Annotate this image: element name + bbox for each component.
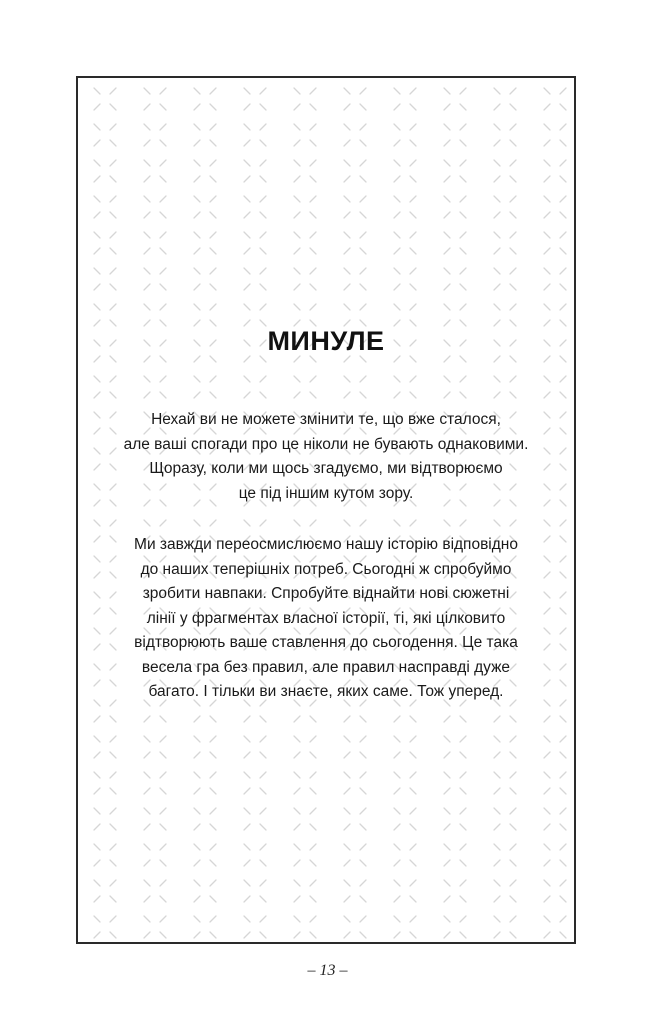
page-title: МИНУЛЕ — [267, 326, 385, 356]
paragraph-line: відтворюють ваше ставлення до сьогодення. Це така — [134, 634, 518, 651]
paragraph-line: лінії у фрагментах власної історії, ті, які цілковито — [146, 609, 506, 627]
paragraph-line: багато. І тільки ви знаєте, яких саме. Тож уперед. — [148, 683, 504, 700]
page-frame — [76, 76, 576, 944]
paragraph-2 — [88, 533, 564, 705]
paragraph-line: зробити навпаки. Спробуйте віднайти нові сюжетні — [142, 585, 510, 602]
page-number: – 13 – — [307, 962, 348, 979]
paragraph-line: весела гра без правил, але правил насправді дуже — [141, 658, 511, 676]
paragraph-line: до наших теперішніх потреб. Сьогодні ж спробуймо — [140, 560, 512, 578]
paragraph-line: але ваші спогади про це ніколи не бувають однаковими. — [123, 435, 529, 453]
page-content — [78, 78, 574, 942]
paragraph-line: Ми завжди переосмислюємо нашу історію відповідно — [134, 536, 518, 553]
paragraph-line: це під іншим кутом зору. — [238, 484, 414, 502]
paragraph-line: Нехай ви не можете змінити те, що вже сталося, — [151, 411, 501, 428]
paragraph-line: Щоразу, коли ми щось згадуємо, ми відтворюємо — [149, 460, 503, 477]
paragraph-1 — [88, 408, 564, 506]
